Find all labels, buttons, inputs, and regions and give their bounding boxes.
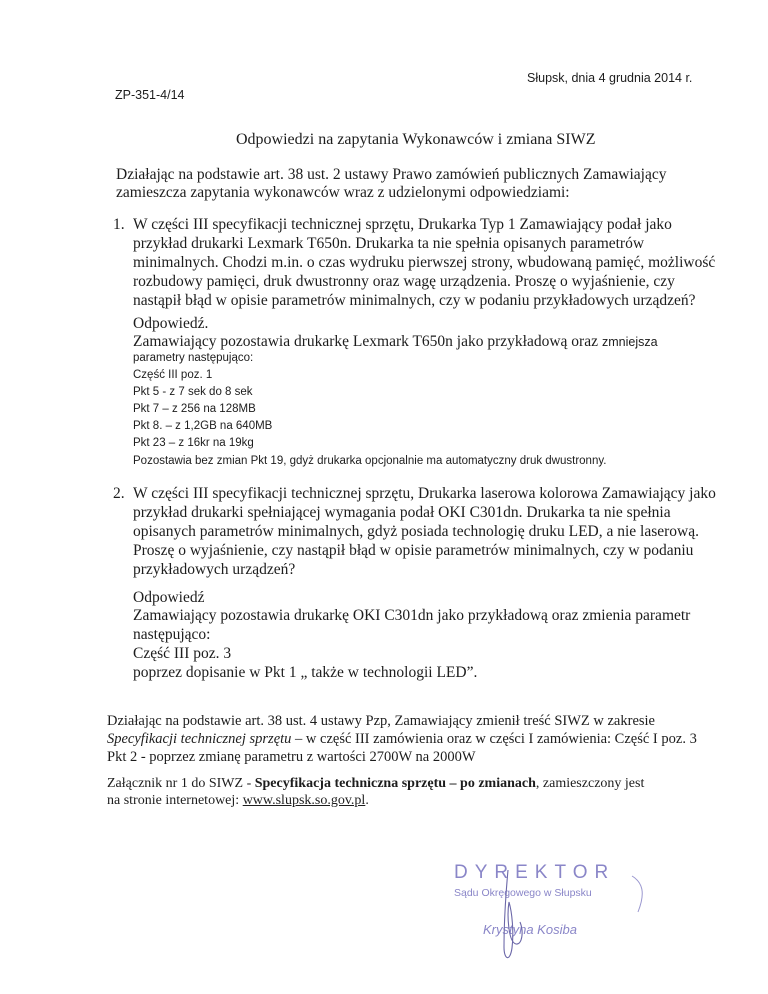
answer-2-heading: Odpowiedź: [133, 589, 205, 606]
question-1-line: W części III specyfikacji technicznej sprzętu, Drukarka Typ 1 Zamawiający podał jako: [133, 216, 672, 233]
question-2-line: W części III specyfikacji technicznej sprzętu, Drukarka laserowa kolorowa Zamawiający jako: [133, 485, 716, 502]
answer-1-line-small: zmniejsza: [602, 335, 658, 349]
question-1-number: 1.: [113, 216, 125, 233]
signature-icon: [504, 870, 522, 958]
stamp-subtitle: Sądu Okręgowego w Słupsku: [454, 887, 592, 899]
change-spec-italic: Specyfikacji technicznej sprzętu: [107, 731, 292, 747]
intro-line-1: Działając na podstawie art. 38 ust. 2 ustawy Prawo zamówień publicznych Zamawiający: [116, 166, 667, 183]
answer-1-heading: Odpowiedź.: [133, 315, 209, 332]
answer-1-detail: Pkt 23 – z 16kr na 19kg: [133, 437, 254, 449]
question-1-line: rozbudowy pamięci, druk dwustronny oraz wagę urządzenia. Proszę o wyjaśnienie, czy: [133, 273, 675, 290]
intro-line-2: zamieszcza zapytania wykonawców wraz z udzielonymi odpowiedziami:: [116, 184, 570, 201]
answer-1-detail: Część III poz. 1: [133, 369, 213, 381]
answer-1-detail: Pkt 8. – z 1,2GB na 640MB: [133, 420, 273, 432]
question-1-line: minimalnych. Chodzi m.in. o czas wydruku pierwszej strony, wbudowaną pamięć, możliwość: [133, 254, 716, 271]
question-2-number: 2.: [113, 485, 125, 502]
website-link[interactable]: www.slupsk.so.gov.pl: [242, 793, 366, 808]
question-2-line: Proszę o wyjaśnienie, czy nastąpił błąd w opisie parametrów minimalnych, czy w podaniu: [133, 542, 694, 559]
question-1-line: nastąpił błąd w opisie parametrów minimalnych, czy w podaniu przykładowych urządzeń?: [133, 292, 696, 309]
answer-1-line: Zamawiający pozostawia drukarkę Lexmark T650n jako przykładową oraz: [133, 333, 598, 350]
question-2-line: opisanych parametrów minimalnych, gdyż posiada technologię druku LED, a nie laserową.: [133, 523, 700, 540]
attachment-bold-title: Specyfikacja techniczna sprzętu – po zmianach: [254, 776, 536, 791]
signature-tail-icon: [632, 876, 642, 912]
change-line-2: [107, 731, 697, 748]
answer-1-detail: Pkt 5 - z 7 sek do 8 sek: [133, 386, 253, 398]
stamp-name: Krystyna Kosiba: [483, 922, 577, 937]
change-line-2-rest: – w część III zamówienia oraz w części I zamówienia: Część I poz. 3: [291, 731, 697, 747]
answer-1-detail: Pkt 7 – z 256 na 128MB: [133, 403, 256, 415]
document-title: Odpowiedzi na zapytania Wykonawców i zmiana SIWZ: [236, 131, 596, 148]
attachment-line-1: [107, 776, 644, 792]
stamp-title: DYREKTOR: [454, 862, 616, 883]
document-date: Słupsk, dnia 4 grudnia 2014 r.: [527, 71, 693, 85]
attachment-prefix: Załącznik nr 1 do SIWZ -: [107, 776, 255, 791]
question-1-line: przykład drukarki Lexmark T650n. Drukarka ta nie spełnia opisanych parametrów: [133, 235, 645, 252]
document-reference: ZP-351-4/14: [115, 88, 185, 102]
attachment-line-2: [107, 793, 369, 809]
attachment-line-2-suffix: .: [365, 793, 369, 808]
change-line-3: Pkt 2 - poprzez zmianę parametru z wartości 2700W na 2000W: [107, 749, 476, 765]
change-line-1: Działając na podstawie art. 38 ust. 4 ustawy Pzp, Zamawiający zmienił treść SIWZ w zakresie: [107, 713, 655, 729]
attachment-line-2-prefix: na stronie internetowej:: [107, 793, 243, 808]
attachment-suffix: , zamieszczony jest: [535, 776, 645, 791]
question-2-line: przykład drukarki spełniającej wymagania podał OKI C301dn. Drukarka ta nie spełnia: [133, 504, 671, 521]
answer-2-line: następująco:: [133, 626, 211, 643]
answer-1-detail: parametry następująco:: [133, 352, 254, 364]
answer-1-detail: Pozostawia bez zmian Pkt 19, gdyż drukarka opcjonalnie ma automatyczny druk dwustronny.: [133, 455, 607, 467]
answer-2-line: Część III poz. 3: [133, 645, 232, 662]
director-stamp: [446, 852, 706, 970]
answer-2-line: poprzez dopisanie w Pkt 1 „ także w technologii LED”.: [133, 664, 478, 681]
question-2-line: przykładowych urządzeń?: [133, 561, 296, 578]
answer-2-line: Zamawiający pozostawia drukarkę OKI C301dn jako przykładową oraz zmienia parametr: [133, 607, 691, 624]
